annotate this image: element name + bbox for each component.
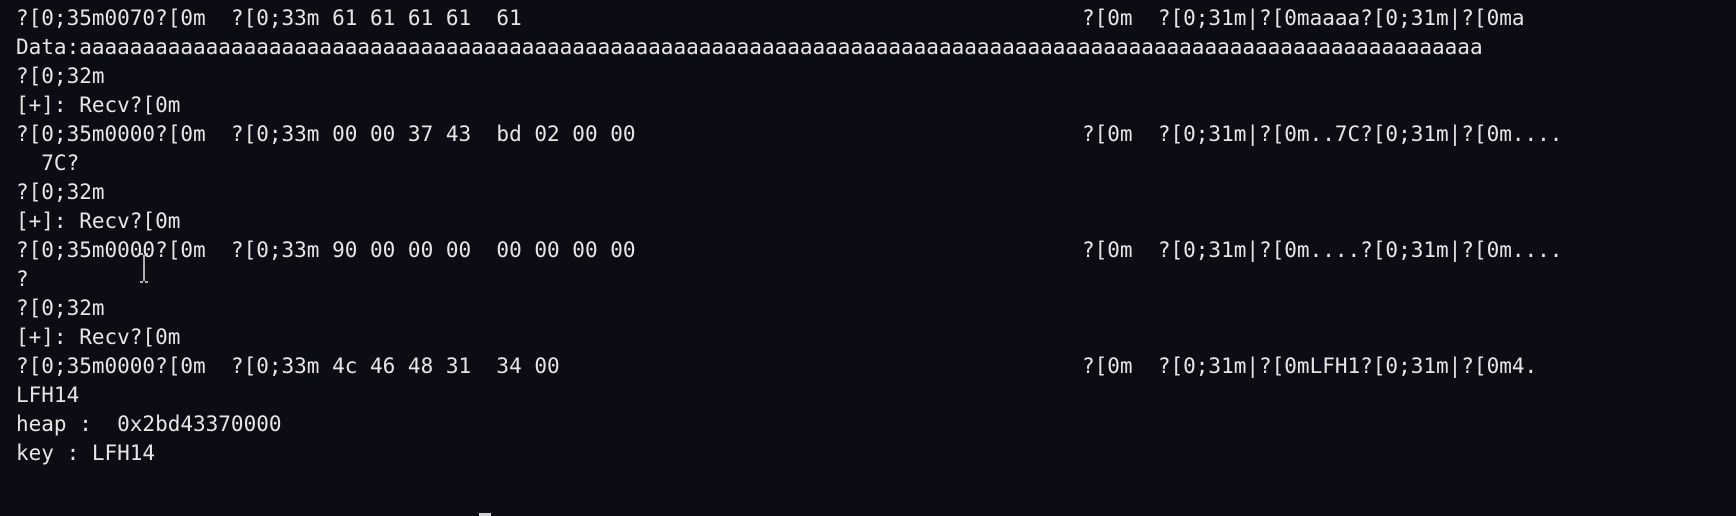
terminal-line: ?[0;32m [16,64,105,88]
terminal-line: [+]: Recv?[0m [16,209,181,233]
hex-dump-ascii: ?[0m ?[0;31m|?[0maaaa?[0;31m|?[0ma [1082,6,1525,30]
terminal-line: ?[0;32m [16,296,105,320]
terminal-line: [+]: Recv?[0m [16,93,181,117]
hex-dump-ascii: ?[0m ?[0;31m|?[0m..7C?[0;31m|?[0m.... [1082,122,1563,146]
hex-dump-bytes: ?[0;35m0070?[0m ?[0;33m 61 61 61 61 61 [16,6,522,30]
terminal-line: 7C? [16,151,80,175]
terminal-line-hex [0,118,1736,150]
hex-dump-ascii: ?[0m ?[0;31m|?[0mLFH1?[0;31m|?[0m4. [1082,354,1538,378]
terminal-line-hex [0,350,1736,382]
terminal-line: LFH14 [16,383,80,407]
terminal-line: heap : 0x2bd43370000 [16,412,282,436]
terminal-line: ?[0;32m [16,180,105,204]
terminal-line: key : LFH14 [16,441,156,465]
terminal-line: Data:aaaaaaaaaaaaaaaaaaaaaaaaaaaaaaaaaaaaaaaaaaaaaaaaaaaaaaaaaaaaaaaaaaaaaaaaaaaaaaaaaaaaaaaaaaaaaaaaaaaaaaaaaaaaaaa [16,35,1483,59]
terminal-line: [+]: Recv?[0m [16,325,181,349]
hex-dump-ascii: ?[0m ?[0;31m|?[0m....?[0;31m|?[0m.... [1082,238,1563,262]
terminal-line-hex [0,234,1736,266]
terminal-line: ? [16,267,29,291]
hex-dump-bytes: ?[0;35m0000?[0m ?[0;33m 90 00 00 00 00 00 00 00 [16,238,636,262]
hex-dump-bytes: ?[0;35m0000?[0m ?[0;33m 4c 46 48 31 34 00 [16,354,560,378]
hex-dump-bytes: ?[0;35m0000?[0m ?[0;33m 00 00 37 43 bd 02 00 00 [16,122,636,146]
terminal-line-hex [0,2,1736,34]
text-cursor-icon [139,253,149,283]
